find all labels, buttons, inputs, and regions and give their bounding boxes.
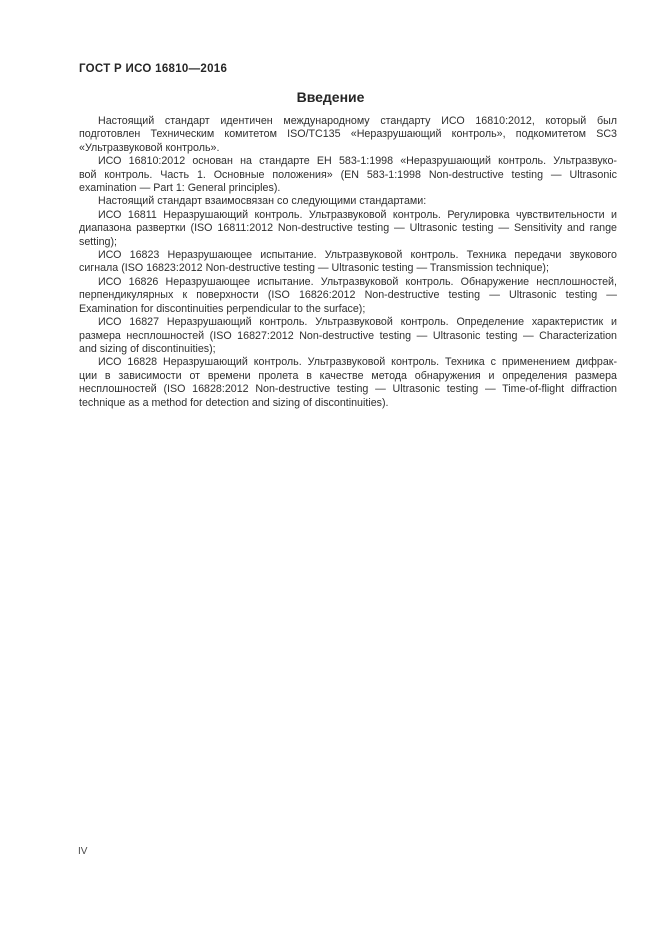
introduction-text <box>79 115 617 410</box>
text-line: размера несплошностей (ISO 16827:2012 Non-destructive testing — Ultrasonic testing — Characterization <box>79 329 617 342</box>
text-line: ИСО 16826 Неразрушающее испытание. Ультразвуковой контроль. Обнаружение несплошностей, <box>98 275 617 288</box>
text-line: несплошностей (ISO 16828:2012 Non-destructive testing — Ultrasonic testing — Time-of-flight diffraction <box>79 383 617 396</box>
paragraph <box>79 249 617 276</box>
text-line: setting); <box>79 235 118 248</box>
paragraph <box>79 115 617 155</box>
text-line: сигнала (ISO 16823:2012 Non-destructive testing — Ultrasonic testing — Transmission technique); <box>79 262 549 275</box>
page-number: IV <box>78 846 88 857</box>
text-line: перпендикулярных к поверхности (ISO 16826:2012 Non-destructive testing — Ultrasonic testing — <box>79 289 617 302</box>
document-header: ГОСТ Р ИСО 16810—2016 <box>79 63 228 75</box>
text-line: ции в зависимости от времени пролета в качестве метода обнаружения и определения размера <box>79 369 617 382</box>
paragraph <box>79 356 617 410</box>
text-line: examination — Part 1: General principles). <box>79 182 281 195</box>
text-line: ИСО 16811 Неразрушающий контроль. Ультразвуковой контроль. Регулировка чувствительности и <box>98 208 617 221</box>
text-line: ИСО 16828 Неразрушающий контроль. Ультразвуковой контроль. Техника с применением дифрак- <box>98 356 617 369</box>
text-line: Examination for discontinuities perpendicular to the surface); <box>79 302 366 315</box>
text-line: «Ультразвуковой контроль». <box>79 141 220 154</box>
text-line: вой контроль. Часть 1. Основные положения» (EN 583-1:1998 Non-destructive testing — Ultrasonic <box>79 168 617 181</box>
paragraph <box>79 276 617 316</box>
text-line: подготовлен Техническим комитетом ISO/TC135 «Неразрушающий контроль», подкомитетом SC3 <box>79 128 617 141</box>
paragraph <box>79 209 617 249</box>
text-line: Настоящий стандарт идентичен международному стандарту ИСО 16810:2012, который был <box>98 115 617 127</box>
text-line: Настоящий стандарт взаимосвязан со следующими стандартами: <box>98 195 427 208</box>
text-line: ИСО 16810:2012 основан на стандарте ЕН 583-1:1998 «Неразрушающий контроль. Ультразвуко- <box>98 155 617 168</box>
text-line: диапазона развертки (ISO 16811:2012 Non-destructive testing — Ultrasonic testing — Sensitivity and range <box>79 222 617 235</box>
text-line: technique as a method for detection and sizing of discontinuities). <box>79 396 389 409</box>
text-line: and sizing of discontinuities); <box>79 342 216 355</box>
paragraph <box>79 316 617 356</box>
paragraph <box>79 155 617 195</box>
text-line: ИСО 16823 Неразрушающее испытание. Ультразвуковой контроль. Техника передачи звукового <box>98 249 617 262</box>
page-title: Введение <box>296 89 365 105</box>
text-line: ИСО 16827 Неразрушающий контроль. Ультразвуковой контроль. Определение характеристик и <box>98 316 617 329</box>
paragraph <box>79 195 617 208</box>
